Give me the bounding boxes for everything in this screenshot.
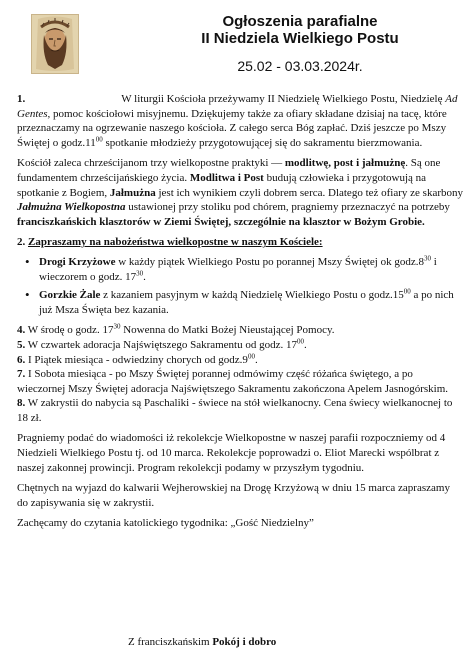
title-line-1: Ogłoszenia parafialne (222, 13, 378, 30)
lent-practices-paragraph: Kościół zaleca chrześcijanom trzy wielkopostne praktyki — modlitwę, post i jałmużnę. Są one fundamentem chrześcijańskiego życia. Modlitwa i Post budują człowieka i przygotowują na spotkanie z Bogiem, Jałmużna jest ich wynikiem czyli dobrem serca. Dlatego też ofiary ze skarbony Jałmużna Wielkopostna ustawionej przy stoliku pod chórem, pragniemy przeznaczyć na potrzeby franciszkańskich klasztorów w Ziemi Świętej, szczególnie na klasztor w Bożym Grobie. (17, 157, 463, 228)
ad-gentes: Ad Gentes, (17, 93, 458, 120)
announcement-1: 1. W liturgii Kościoła przeżywamy II Niedzielę Wielkiego Postu, Niedzielę Ad Gentes, pomoc kościołowi misyjnemu. Dziękujemy także za ofiary składane dzisiaj na tacę, które przeznaczamy na ogrzewanie naszego kościoła. Z całego serca Bóg zapłać. Dziś jeszcze po Mszy Świętej o $godz.11^{00}$ spotkanie młodzieży przygotowującej się do sakramentu bierzmowania. (17, 93, 458, 149)
announcement-4: 4. W środę o godz. $17^{30}$ Nowenna do Matki Bożej Nieustającej Pomocy. (17, 322, 335, 337)
magazine-paragraph: Zachęcamy do czytania katolickiego tygodnika: „Gość Niedzielny” (17, 517, 314, 530)
announcement-5: 5. W czwartek adoracja Najświętszego Sakramentu od godz. $17^{00}$. (17, 337, 307, 351)
announcement-8: 8. W zakrystii do nabycia są Paschaliki - świece na stół wielkanocny. Cena świecy wielkanocnej to 18 zł. (17, 397, 453, 424)
pilgrimage-paragraph: Chętnych na wyjazd do kalwarii Wejherowskiej na Drogę Krzyżową w dniu 15 marca zapraszamy do zapisywania się w zakrystii. (17, 482, 450, 509)
holy-face-veil-icon (31, 14, 79, 74)
footer-greeting: Z franciszkańskim Pokój i dobro (128, 636, 277, 648)
announcement-7: 7. I Sobota miesiąca - po Mszy Świętej porannej odmówimy część różańca świętego, a po wieczornej Mszy Świętej adoracja Najświętszego Sakramentu zakończona Apelem Jasnogórskim. (17, 368, 448, 395)
list-item: • Drogi Krzyżowe w każdy piątek Wielkiego Postu po porannej Mszy Świętej ok $godz.8^{30}$ i wieczorem o godz. $17^{30}$. (39, 255, 463, 284)
item-number: 1. (17, 93, 26, 105)
header (0, 0, 474, 84)
announcements (17, 92, 463, 537)
title-line-2: II Niedziela Wielkiego Postu (201, 30, 399, 47)
announcement-2-heading: 2. Zapraszamy na nabożeństwa wielkopostne w naszym Kościele: (17, 236, 323, 249)
list-item: • Gorzkie Żale z kazaniem pasyjnym w każdą Niedzielę Wielkiego Postu o $godz.15^{00}$ a po nich już Msza Święta bez kazania. (39, 288, 463, 317)
lent-services-list (17, 255, 463, 317)
retreat-paragraph: Pragniemy podać do wiadomości iż rekolekcje Wielkopostne w naszej parafii rozpoczniemy od 4 Niedzieli Wielkiego Postu tj. od 10 marca. Rekolekcje poprowadzi o. Eliot Marecki wspólbrat z naszej zakonnej prowincji. Program rekolekcji podamy w przyszłym tygodniu. (17, 432, 446, 474)
announcement-6: 6. I Piątek miesiąca - odwiedziny chorych od $godz.9^{00}$. (17, 351, 258, 366)
date-range: 25.02 - 03.03.2024r. (237, 58, 363, 74)
